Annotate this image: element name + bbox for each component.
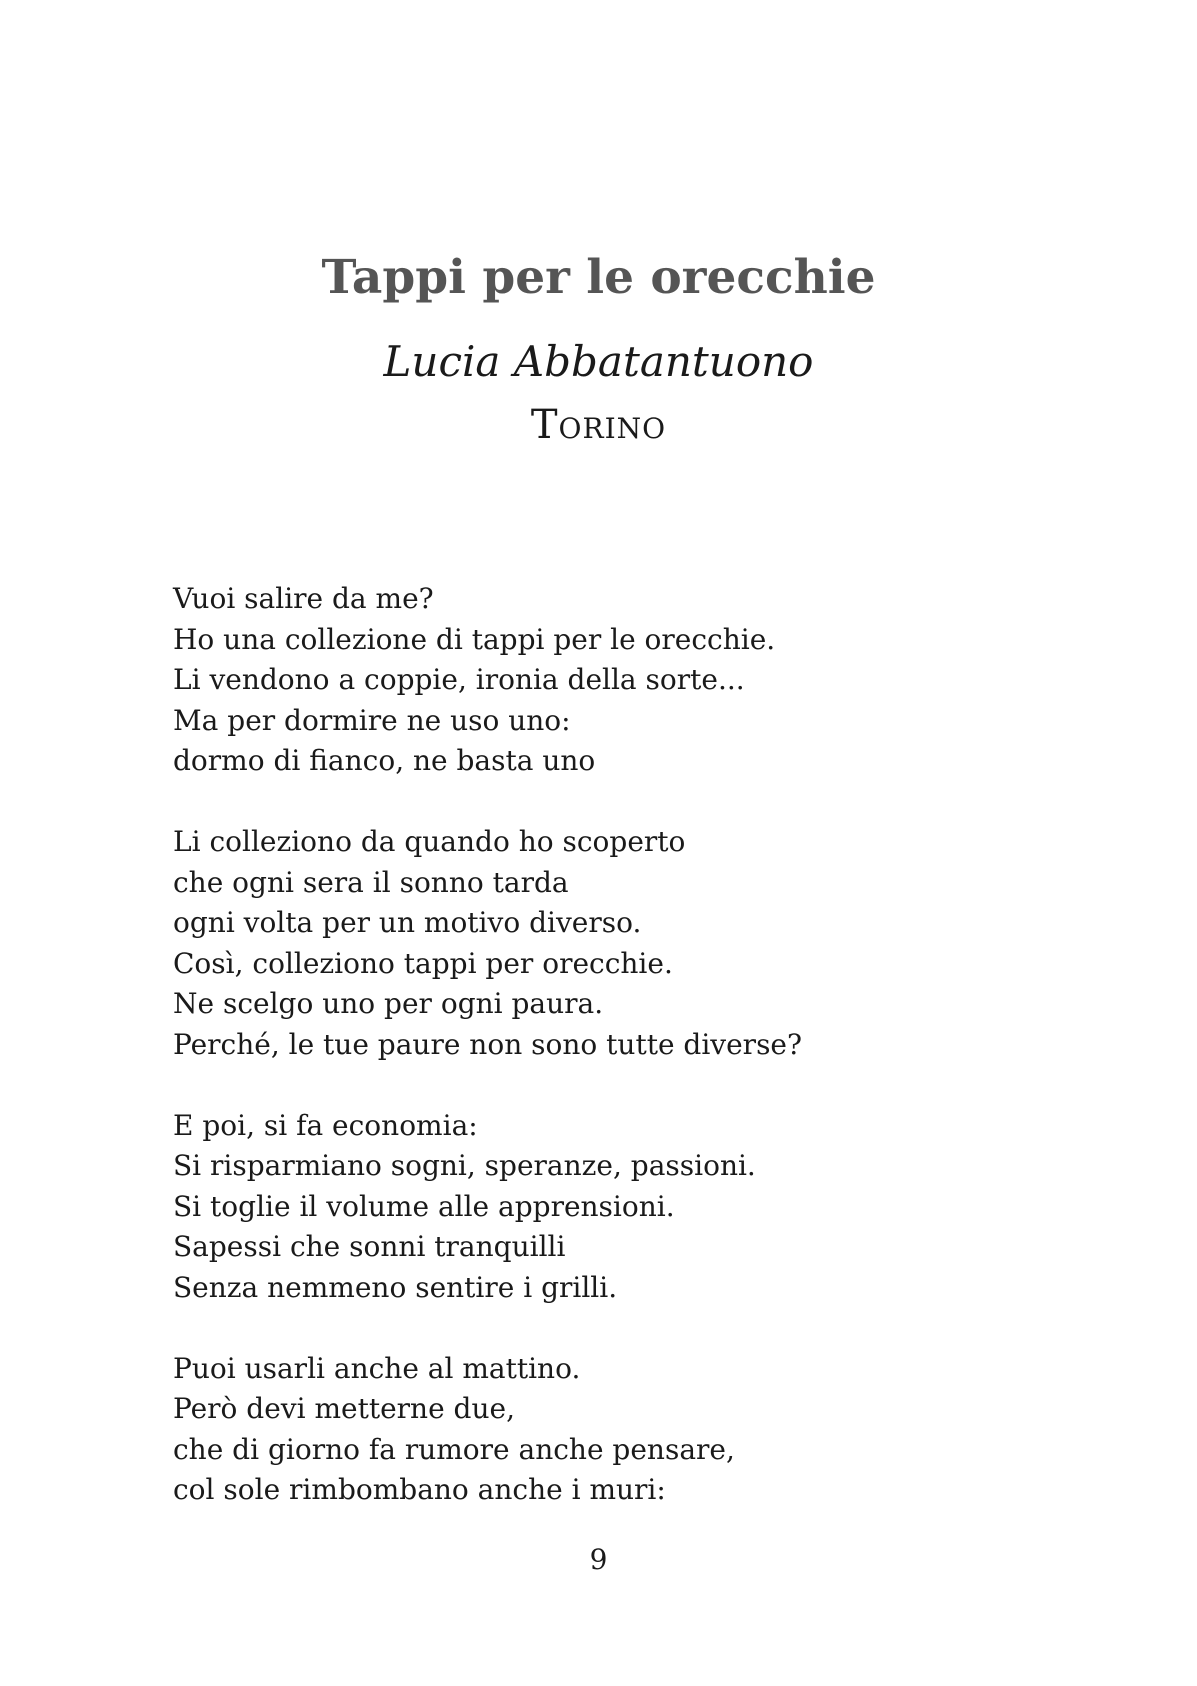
poem-line: Li colleziono da quando ho scoperto [173,825,686,858]
poem-body [173,579,1133,1511]
poem-line: Ne scelgo uno per ogni paura. [173,987,604,1020]
stanza [173,1349,1133,1511]
poem-line: Ho una collezione di tappi per le orecchie. [173,622,776,656]
poem-line: E poi, si fa economia: [173,1108,478,1142]
author-name: Lucia Abbatantuono [383,337,814,386]
poem-line: dormo di fianco, ne basta uno [173,744,596,777]
poem-line: Perché, le tue paure non sono tutte diverse? [173,1027,803,1061]
poem-line: col sole rimbombano anche i muri: [173,1473,666,1506]
poem-line: Si risparmiano sogni, speranze, passioni. [173,1149,756,1182]
poem-line: Ma per dormire ne uso uno: [173,703,571,737]
poem-line: Sapessi che sonni tranquilli [173,1230,566,1263]
poem-line: Si toglie il volume alle apprensioni. [173,1189,675,1223]
page-number: 9 [589,1543,608,1576]
poem-line: che di giorno fa rumore anche pensare, [173,1432,735,1466]
poem-line: Senza nemmeno sentire i grilli. [173,1270,618,1304]
stanza [173,1106,1133,1309]
author-city: Torino [530,402,667,448]
poem-title: Tappi per le orecchie [321,250,876,305]
poem-line: Puoi usarli anche al mattino. [173,1351,581,1385]
poem-line: Però devi metterne due, [173,1392,515,1425]
poem-line: Vuoi salire da me? [173,582,434,615]
poem-line: ogni volta per un motivo diverso. [173,906,642,939]
poem-line: che ogni sera il sonno tarda [173,865,569,899]
poem-line: Li vendono a coppie, ironia della sorte... [173,663,745,696]
stanza [173,822,1133,1065]
poem-line: Così, colleziono tappi per orecchie. [173,946,673,980]
stanza [173,579,1133,782]
